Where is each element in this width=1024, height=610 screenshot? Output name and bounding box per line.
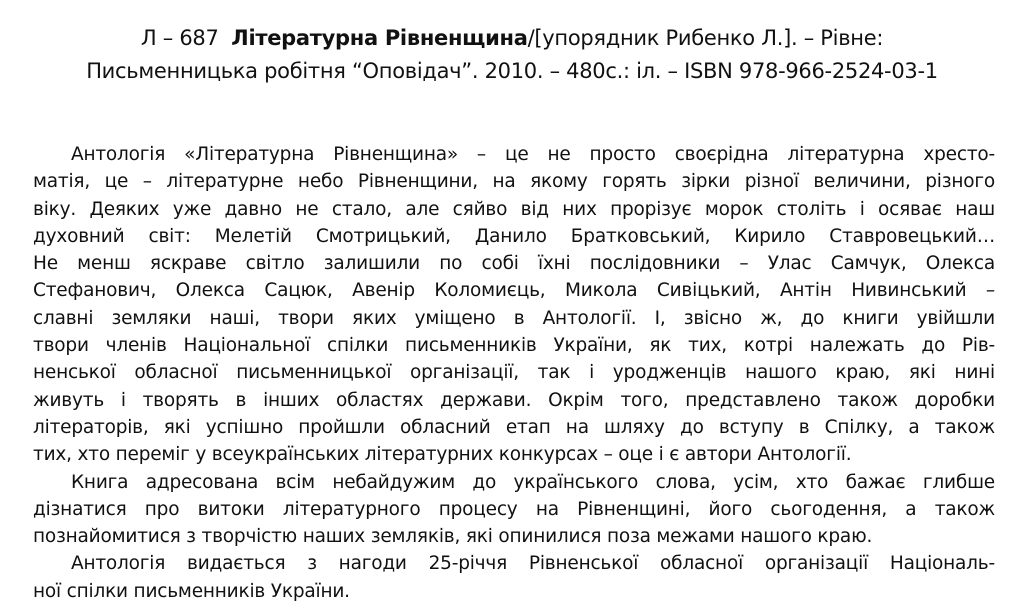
citation-publisher-details: Письменницька робітня “Оповідач”. 2010. – 480с.: іл. – ISBN 978-966-2524-03-1 [86, 59, 938, 83]
text-line: ної спілки письменників України. [33, 580, 350, 602]
text-line: літераторів, які успішно пройшли обласний етап на шляху до вступу в Спілку, а також [33, 416, 995, 438]
catalog-code: Л – 687 [140, 26, 219, 50]
text-line: Не менш яскраве світло залишили по собі їхні послідовники – Улас Самчук, Олекса [33, 253, 995, 275]
book-abstract [33, 141, 995, 605]
text-line: тих, хто переміг у всеукраїнських літературних конкурсах – оце і є автори Антології. [33, 444, 852, 466]
text-line: матія, це – літературне небо Рівненщини, на якому горять зірки різної величини, різного [33, 171, 995, 193]
text-line: дізнатися про витоки літературного процесу на Рівненщині, його сьогодення, а також [33, 498, 995, 520]
book-title: Літературна Рівненщина [231, 26, 528, 50]
citation-compiler-place: /[упорядник Рибенко Л.]. – Рівне: [527, 26, 884, 50]
text-line: Стефанович, Олекса Сацюк, Авенір Коломиєць, Микола Сивіцький, Антін Нивинський – [33, 280, 995, 302]
book-citation [0, 22, 1024, 88]
abstract-paragraph-3 [33, 550, 995, 605]
text-line: Антологія видається з нагоди 25-річчя Рівненської обласної організації Національ- [71, 553, 995, 575]
text-line: віку. Деяких уже давно не стало, але сяйво від них прорізує морок століть і осяває наш [33, 198, 995, 220]
abstract-paragraph-2 [33, 469, 995, 551]
text-line: живуть і творять в інших областях держави. Окрім того, представлено також доробки [33, 389, 995, 411]
text-line: ненської обласної письменницької організації, так і уродженців нашого краю, які нині [33, 362, 995, 384]
text-line: Антологія «Літературна Рівненщина» – це не просто своєрідна літературна хресто- [71, 144, 995, 165]
text-line: твори членів Національної спілки письменників України, як тих, котрі належать до Рів- [33, 335, 995, 357]
text-line: славні земляки наші, твори яких уміщено в Антології. І, звісно ж, до книги увійшли [33, 307, 995, 329]
abstract-paragraph-1 [33, 141, 995, 469]
text-line: Книга адресована всім небайдужим до українського слова, усім, хто бажає глибше [71, 471, 995, 493]
text-line: познайомитися з творчістю наших земляків, які опинилися поза межами нашого краю. [33, 526, 873, 548]
text-line: духовний світ: Мелетій Смотрицький, Данило Братковський, Кирило Ставровецький… [33, 225, 995, 247]
